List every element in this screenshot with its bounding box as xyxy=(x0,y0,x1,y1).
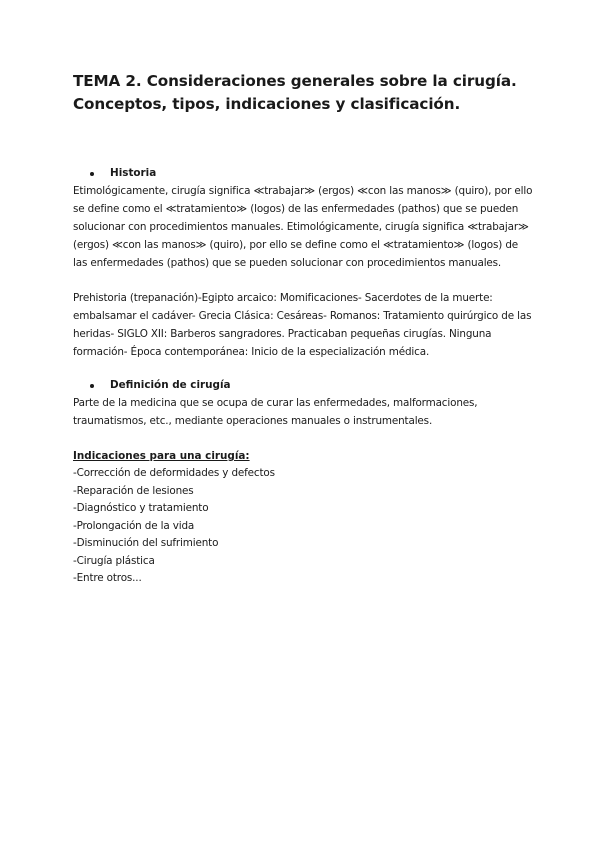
list-item: -Diagnóstico y tratamiento xyxy=(73,502,209,514)
document-page xyxy=(73,70,533,588)
historia-heading-text: Historia xyxy=(110,167,157,179)
section-definicion xyxy=(73,377,533,430)
list-item: -Corrección de deformidades y defectos xyxy=(73,467,275,479)
document-title: TEMA 2. Consideraciones generales sobre la cirugía. Conceptos, tipos, indicaciones y clasificación. xyxy=(73,72,517,113)
list-item: -Reparación de lesiones xyxy=(73,484,194,497)
historia-paragraph-1: Etimológicamente, cirugía significa ≪trabajar≫ (ergos) ≪con las manos≫ (quiro), por ello se define como el ≪tratamiento≫ (logos) de las enfermedades (pathos) que se pueden solucionar con procedimientos manuales. Etimológicamente, cirugía significa ≪trabajar≫ (ergos) ≪con las manos≫ (quiro), por ello se define como el ≪tratamiento≫ (logos) de las enfermedades (pathos) que se pueden solucionar con procedimientos manuales. xyxy=(73,185,533,269)
list-item: -Disminución del sufrimiento xyxy=(73,537,219,549)
historia-paragraph-2: Prehistoria (trepanación)-Egipto arcaico: Momificaciones- Sacerdotes de la muerte: embalsamar el cadáver- Grecia Clásica: Cesáreas- Romanos: Tratamiento quirúrgico de las heridas- SIGLO XII: Barberos sangradores. Practicaban pequeñas cirugías. Ninguna formación- Época contemporánea: Inicio de la especialización médica. xyxy=(73,292,532,358)
list-item: -Prolongación de la vida xyxy=(73,519,195,532)
section-historia xyxy=(73,165,533,361)
list-item: -Cirugía plástica xyxy=(73,554,155,567)
indicaciones-list xyxy=(73,465,533,588)
definicion-heading-text: Definición de cirugía xyxy=(110,379,231,391)
definicion-heading xyxy=(73,377,533,394)
definicion-paragraph: Parte de la medicina que se ocupa de curar las enfermedades, malformaciones, traumatismos, etc., mediante operaciones manuales o instrumentales. xyxy=(73,397,478,427)
list-item: -Entre otros... xyxy=(73,572,142,584)
section-indicaciones xyxy=(73,447,533,588)
historia-heading xyxy=(73,165,533,182)
bullet-dot-icon xyxy=(90,172,94,176)
indicaciones-heading: Indicaciones para una cirugía: xyxy=(73,450,250,462)
bullet-dot-icon xyxy=(90,384,94,388)
